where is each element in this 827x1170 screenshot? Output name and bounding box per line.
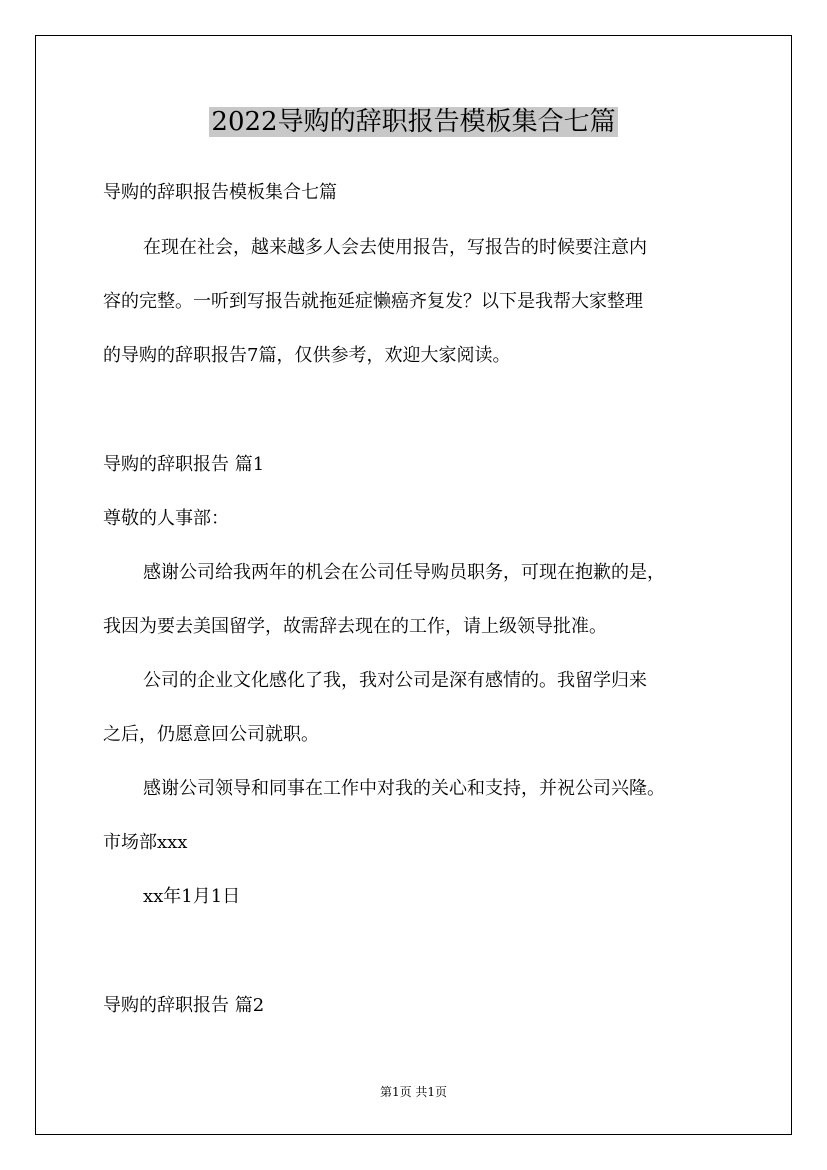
section1-salutation: 尊敬的人事部：	[103, 508, 229, 529]
document-title-text: 2022导购的辞职报告模板集合七篇	[211, 107, 616, 137]
section1-date: xx年1月1日	[143, 886, 241, 907]
intro-line-2: 容的完整。一听到写报告就拖延症懒癌齐复发？以下是我帮大家整理	[103, 291, 643, 312]
intro-line-1: 在现在社会，越来越多人会去使用报告，写报告的时候要注意内	[143, 237, 647, 258]
section1-signature: 市场部xxx	[103, 832, 188, 853]
section2-heading: 导购的辞职报告 篇2	[103, 995, 265, 1016]
section1-heading: 导购的辞职报告 篇1	[103, 454, 265, 475]
intro-line-3: 的导购的辞职报告7篇，仅供参考，欢迎大家阅读。	[103, 345, 511, 366]
page-footer: 第1页 共1页	[379, 1085, 448, 1099]
section1-paragraph-line-1: 感谢公司给我两年的机会在公司任导购员职务，可现在抱歉的是，	[143, 562, 665, 583]
section1-paragraph-line-3: 公司的企业文化感化了我，我对公司是深有感情的。我留学归来	[143, 670, 647, 691]
document-subtitle: 导购的辞职报告模板集合七篇	[103, 182, 337, 203]
section1-paragraph-line-4: 之后，仍愿意回公司就职。	[103, 724, 319, 745]
section1-paragraph-line-5: 感谢公司领导和同事在工作中对我的关心和支持，并祝公司兴隆。	[143, 778, 665, 799]
section1-paragraph-line-2: 我因为要去美国留学，故需辞去现在的工作，请上级领导批准。	[103, 616, 607, 637]
document-title	[0, 103, 827, 141]
